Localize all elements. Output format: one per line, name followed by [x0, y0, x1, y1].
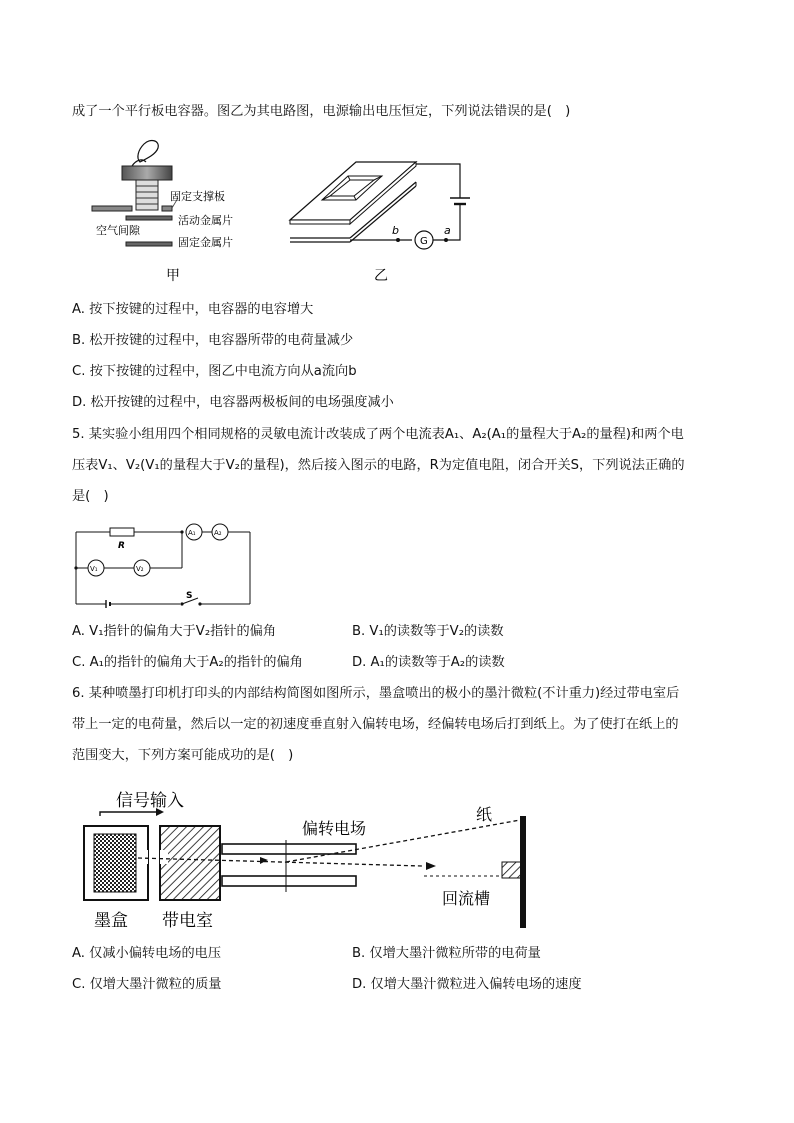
label-r: R: [118, 541, 125, 551]
label-ink-box: 墨盒: [94, 911, 128, 931]
figure-printer: [80, 780, 530, 936]
label-signal-input: 信号输入: [116, 791, 184, 811]
label-b: b: [392, 224, 399, 237]
q5-stem-line-1: 5. 某实验小组用四个相同规格的灵敏电流计改装成了两个电流表A₁、A₂(A₁的量程大于A₂的量程)和两个电: [72, 427, 684, 442]
q4-option-c: C. 按下按键的过程中，图乙中电流方向从a流向b: [72, 364, 357, 379]
q6-option-a: A. 仅减小偏转电场的电压: [72, 946, 222, 961]
figure-jia: [86, 138, 261, 288]
label-a: a: [444, 224, 451, 237]
label-g: G: [420, 236, 428, 247]
q6-option-c: C. 仅增大墨汁微粒的质量: [72, 977, 222, 992]
q5-option-b: B. V₁的读数等于V₂的读数: [352, 624, 504, 639]
q6-stem-line-2: 带上一定的电荷量，然后以一定的初速度垂直射入偏转电场，经偏转电场后打到纸上。为了使打在纸上的: [72, 717, 679, 732]
label-deflection-field: 偏转电场: [302, 819, 367, 838]
label-s: S: [186, 591, 193, 601]
q5-option-a: A. V₁指针的偏角大于V₂指针的偏角: [72, 624, 277, 639]
q5-option-d: D. A₁的读数等于A₂的读数: [352, 655, 505, 670]
q4-stem: 成了一个平行板电容器。图乙为其电路图，电源输出电压恒定，下列说法错误的是( ): [72, 104, 571, 119]
label-a1: A₁: [188, 529, 196, 537]
label-v2: V₂: [136, 565, 144, 573]
q6-stem-line-1: 6. 某种喷墨打印机打印头的内部结构简图如图所示，墨盒喷出的极小的墨汁微粒(不计重力)经过带电室后: [72, 686, 680, 701]
caption-yi: 乙: [374, 268, 388, 284]
q6-option-d: D. 仅增大墨汁微粒进入偏转电场的速度: [352, 977, 582, 992]
q5-stem-line-2: 压表V₁、V₂(V₁的量程大于V₂的量程)，然后接入图示的电路，R为定值电阻，闭合开关S，下列说法正确的: [72, 458, 685, 473]
figure-circuit: [70, 518, 260, 614]
label-v1: V₁: [90, 565, 98, 573]
q6-stem-line-3: 范围变大，下列方案可能成功的是( ): [72, 748, 294, 763]
label-a2: A₂: [214, 529, 222, 537]
label-paper: 纸: [476, 805, 493, 824]
q5-stem-line-3: 是( ): [72, 489, 109, 504]
label-fixed-plate: 固定金属片: [178, 236, 233, 249]
caption-jia: 甲: [166, 268, 180, 284]
label-support-plate: 固定支撑板: [170, 190, 225, 203]
label-charging-chamber: 带电室: [162, 911, 213, 931]
q4-option-a: A. 按下按键的过程中，电容器的电容增大: [72, 302, 314, 317]
q5-option-c: C. A₁的指针的偏角大于A₂的指针的偏角: [72, 655, 303, 670]
q4-option-b: B. 松开按键的过程中，电容器所带的电荷量减少: [72, 333, 354, 348]
figure-yi: [286, 150, 476, 290]
label-return-trough: 回流槽: [442, 889, 491, 908]
label-air-gap: 空气间隙: [96, 224, 140, 237]
q6-option-b: B. 仅增大墨汁微粒所带的电荷量: [352, 946, 541, 961]
label-movable-plate: 活动金属片: [178, 214, 233, 227]
q4-option-d: D. 松开按键的过程中，电容器两极板间的电场强度减小: [72, 395, 394, 410]
